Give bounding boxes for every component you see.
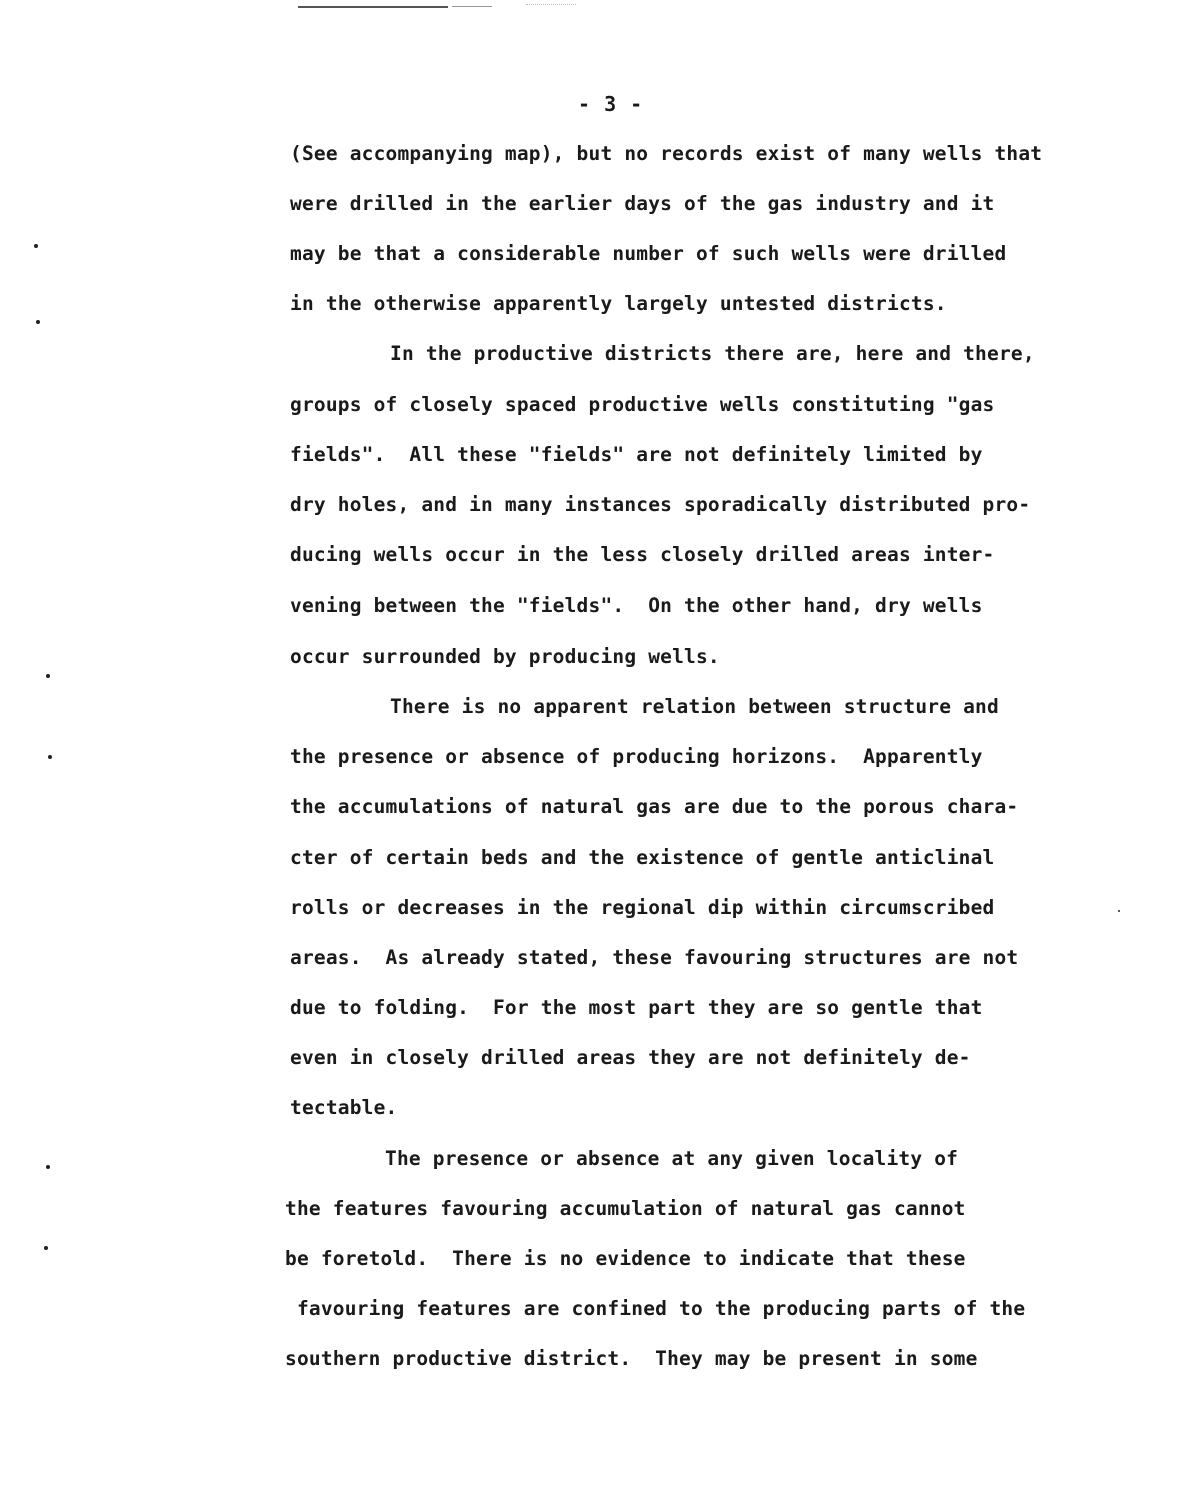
margin-mark (34, 244, 38, 248)
paragraph-start-line: In the productive districts there are, here and there, (390, 342, 1035, 365)
text-line: occur surrounded by producing wells. (290, 645, 720, 668)
margin-mark (46, 1165, 50, 1169)
text-line: (See accompanying map), but no records exist of many wells that (290, 142, 1043, 165)
text-line: areas. As already stated, these favouring structures are not (290, 946, 1019, 969)
paragraph-start-line: The presence or absence at any given locality of (385, 1147, 959, 1170)
text-line: dry holes, and in many instances sporadically distributed pro- (290, 493, 1031, 516)
margin-mark (48, 755, 52, 759)
margin-mark (44, 1246, 48, 1250)
paragraph-start-line: There is no apparent relation between structure and (390, 695, 999, 718)
text-line: were drilled in the earlier days of the gas industry and it (290, 192, 995, 215)
text-line: due to folding. For the most part they are so gentle that (290, 996, 983, 1019)
top-rule-fragment (452, 6, 492, 7)
top-rule (298, 6, 448, 8)
margin-mark (1118, 910, 1120, 912)
margin-mark (46, 674, 50, 678)
text-line: the accumulations of natural gas are due to the porous chara- (290, 795, 1019, 818)
text-line: ducing wells occur in the less closely drilled areas inter- (290, 543, 995, 566)
text-line: cter of certain beds and the existence of gentle anticlinal (290, 846, 995, 869)
text-line: may be that a considerable number of such wells were drilled (290, 242, 1007, 265)
text-line: the features favouring accumulation of natural gas cannot (285, 1197, 966, 1220)
text-line: the presence or absence of producing horizons. Apparently (290, 745, 983, 768)
text-line: even in closely drilled areas they are not definitely de- (290, 1046, 971, 1069)
margin-mark (36, 320, 40, 324)
text-line: be foretold. There is no evidence to indicate that these (285, 1247, 966, 1270)
top-rule-faint (526, 4, 576, 5)
page-number: - 3 - (578, 92, 644, 116)
text-line: tectable. (290, 1096, 398, 1119)
text-line: rolls or decreases in the regional dip within circumscribed (290, 896, 995, 919)
text-line: favouring features are confined to the producing parts of the (285, 1297, 1026, 1320)
text-line: southern productive district. They may be present in some (285, 1347, 978, 1370)
text-line: in the otherwise apparently largely untested districts. (290, 292, 947, 315)
text-line: vening between the "fields". On the other hand, dry wells (290, 594, 983, 617)
text-line: fields". All these "fields" are not definitely limited by (290, 443, 983, 466)
text-line: groups of closely spaced productive wells constituting "gas (290, 393, 995, 416)
